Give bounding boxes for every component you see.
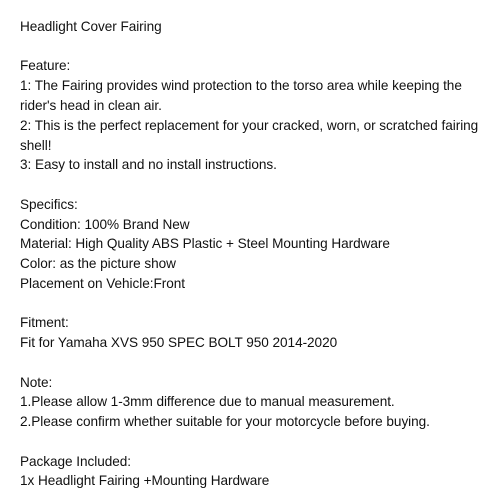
specifics-section <box>20 195 490 294</box>
feature-item-3: 3: Easy to install and no install instructions. <box>20 157 277 173</box>
spacer <box>20 175 490 195</box>
spacer <box>20 432 490 452</box>
specifics-heading: Specifics: <box>20 196 78 212</box>
specifics-color: Color: as the picture show <box>20 256 176 272</box>
fitment-heading: Fitment: <box>20 315 69 331</box>
product-description <box>20 17 490 491</box>
spacer <box>20 294 490 314</box>
document-title: Headlight Cover Fairing <box>20 19 162 34</box>
note-item-2: 2.Please confirm whether suitable for your motorcycle before buying. <box>20 414 430 430</box>
specifics-material: Material: High Quality ABS Plastic + Steel Mounting Hardware <box>20 236 390 252</box>
feature-item-1: 1: The Fairing provides wind protection to the torso area while keeping the rider's head in clean air. <box>20 78 462 113</box>
feature-section <box>20 56 490 175</box>
specifics-condition: Condition: 100% Brand New <box>20 216 190 232</box>
fitment-section <box>20 313 490 353</box>
spacer <box>20 353 490 373</box>
package-section <box>20 452 490 492</box>
note-heading: Note: <box>20 374 53 390</box>
package-item: 1x Headlight Fairing +Mounting Hardware <box>20 473 270 489</box>
specifics-placement: Placement on Vehicle:Front <box>20 275 185 291</box>
fitment-item: Fit for Yamaha XVS 950 SPEC BOLT 950 2014-2020 <box>20 335 338 351</box>
spacer <box>20 37 490 57</box>
note-item-1: 1.Please allow 1-3mm difference due to manual measurement. <box>20 394 395 410</box>
feature-item-2: 2: This is the perfect replacement for your cracked, worn, or scratched fairing shell! <box>20 117 479 153</box>
package-heading: Package Included: <box>20 453 131 469</box>
feature-heading: Feature: <box>20 58 71 74</box>
note-section <box>20 373 490 432</box>
